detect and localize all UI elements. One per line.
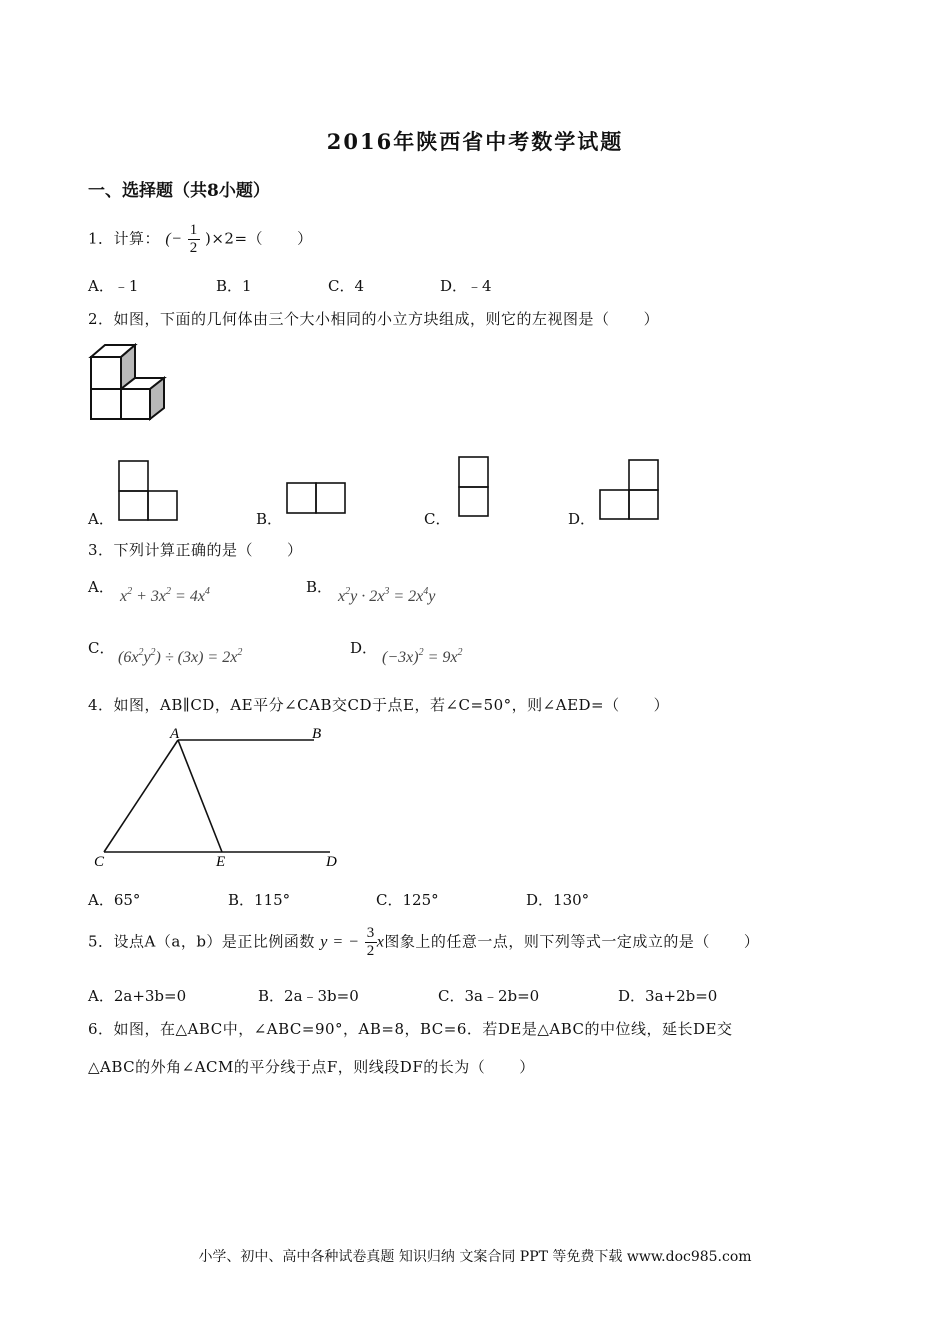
q1-open-paren: (− [165, 230, 183, 248]
q3-label-b: B． [306, 578, 333, 596]
question-6-line-2 [88, 1056, 535, 1077]
q5-frac-den: 2 [366, 943, 375, 959]
page-title: 2016年陕西省中考数学试题 [326, 129, 624, 154]
q3-close: ） [287, 541, 303, 559]
q5-tail: 图象上的任意一点，则下列等式一定成立的是（ [384, 932, 710, 951]
q4-option-a: A．65° [88, 891, 141, 909]
q3-label-c: C． [88, 639, 115, 657]
segment-ac [104, 740, 178, 852]
q2-text: 2．如图，下面的几何体由三个大小相同的小立方块组成，则它的左视图是（ [88, 310, 610, 328]
q4-option-b: B．115° [228, 891, 291, 909]
q4-option-c: C．125° [376, 891, 439, 909]
q6-line-2-text: △ABC的外角∠ACM的平分线于点F，则线段DF的长为（ [88, 1058, 486, 1076]
point-d-label: D [326, 854, 337, 870]
q5-fraction [365, 925, 377, 960]
q4-geometry-figure [92, 722, 352, 872]
q4-text: 4．如图，AB∥CD，AE平分∠CAB交CD于点E，若∠C=50°，则∠AED=（ [88, 696, 620, 714]
point-e-label: E [216, 854, 226, 870]
point-a-label: A [170, 726, 180, 742]
q2-option-c-figure [458, 456, 490, 518]
question-2 [88, 308, 659, 329]
q2-label-d: D． [568, 510, 596, 528]
q5-option-a: A．2a+3b=0 [88, 987, 187, 1005]
question-3 [88, 539, 303, 560]
question-5 [88, 925, 759, 960]
q2-label-c: C． [424, 510, 451, 528]
q5-lead: 5．设点A（a，b）是正比例函数 [88, 932, 315, 951]
q1-frac-den: 2 [189, 240, 198, 256]
q2-option-d-figure [599, 459, 659, 521]
q1-option-c: C．4 [328, 277, 365, 295]
q3-option-d-formula: $(-3x)^2 = 9x^2$ [382, 647, 463, 666]
q3-label-a: A． [88, 578, 114, 596]
section-heading: 一、选择题（共8小题） [88, 181, 270, 201]
q3-option-b-formula: $x^2y \cdot 2x^3 = 2x^4y$ [338, 586, 436, 605]
q2-option-a-figure [118, 460, 178, 522]
cube-solid-figure [88, 342, 168, 422]
q4-close: ） [653, 696, 670, 714]
point-c-label: C [94, 854, 105, 870]
q2-close: ） [643, 310, 660, 328]
q5-func-prefix: y = − [320, 933, 360, 951]
q1-option-b: B．1 [216, 277, 252, 295]
q5-option-d: D．3a+2b=0 [618, 987, 718, 1005]
q1-option-d: D．﹣4 [440, 277, 492, 295]
q4-option-d: D．130° [526, 891, 590, 909]
page-footer: 小学、初中、高中各种试卷真题 知识归纳 文案合同 PPT 等免费下载 www.doc985.com [198, 1249, 752, 1265]
point-b-label: B [312, 726, 322, 742]
segment-ae [178, 740, 222, 852]
question-4 [88, 694, 669, 715]
q6-close: ） [519, 1058, 535, 1076]
question-6-line-1: 6．如图，在△ABC中，∠ABC=90°，AB=8，BC=6．若DE是△ABC的中位线，延长DE交 [88, 1020, 733, 1038]
q1-tail: )×2=（ [205, 229, 264, 248]
question-1 [88, 222, 313, 257]
q3-option-c-formula: $(6x^2y^2) \div (3x) = 2x^2$ [118, 647, 243, 666]
q5-option-b: B．2a﹣3b=0 [258, 987, 359, 1005]
q1-option-a: A．﹣1 [88, 277, 139, 295]
q2-label-b: B． [256, 510, 283, 528]
q3-label-d: D． [350, 639, 378, 657]
q2-option-b-figure [286, 482, 346, 514]
q5-frac-num: 3 [366, 925, 375, 941]
q2-label-a: A． [88, 510, 114, 528]
q3-text: 3．下列计算正确的是（ [88, 541, 254, 559]
q5-option-c: C．3a﹣2b=0 [438, 987, 540, 1005]
q5-func-var: x [376, 933, 385, 951]
q3-option-a-formula: $x^2 + 3x^2 = 4x^4$ [120, 586, 210, 605]
q1-fraction [188, 222, 200, 257]
q5-close: ） [743, 932, 760, 951]
q1-lead: 1．计算： [88, 229, 161, 248]
q1-close: ） [297, 229, 313, 248]
q1-frac-num: 1 [189, 222, 198, 238]
